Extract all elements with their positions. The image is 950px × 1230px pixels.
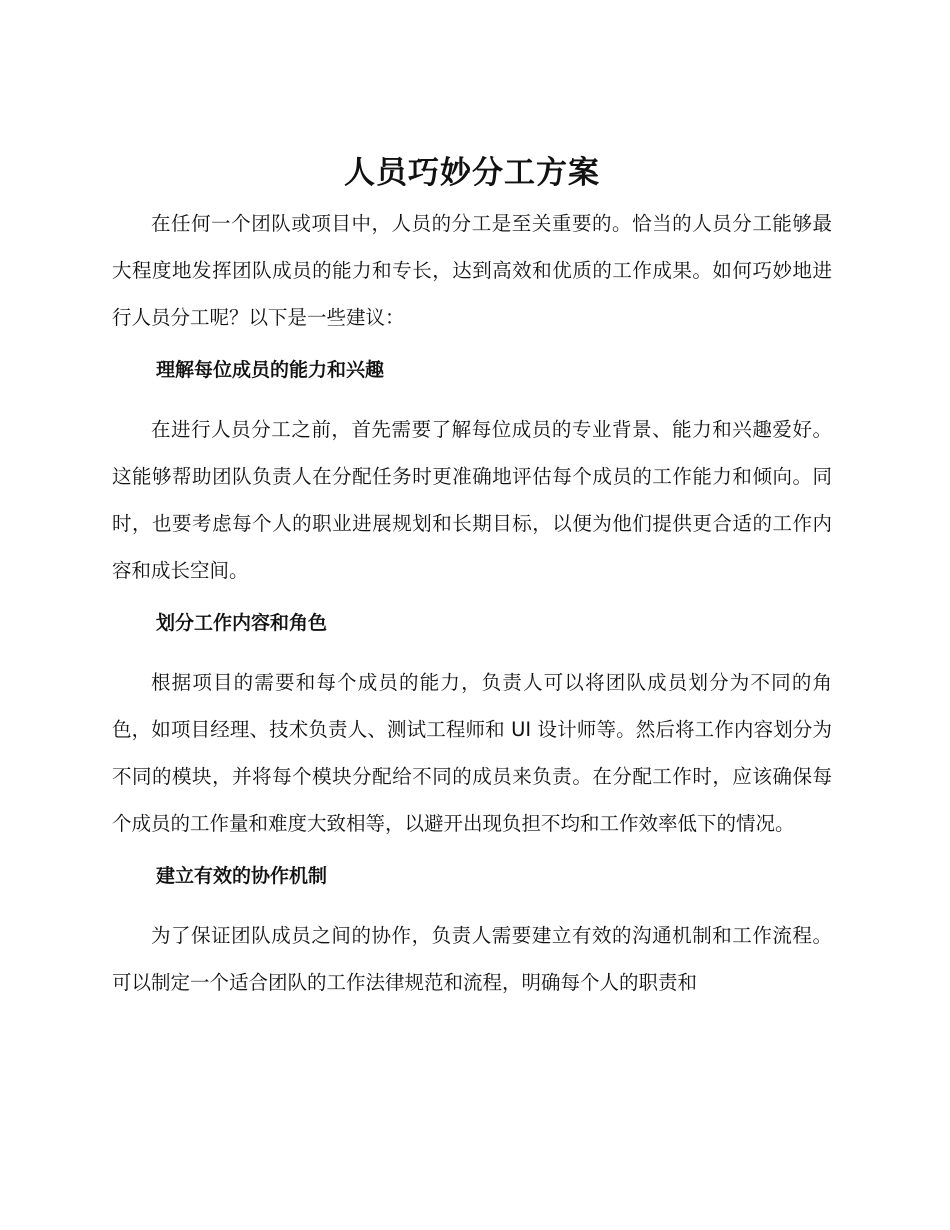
intro-paragraph: 在任何一个团队或项目中，人员的分工是至关重要的。恰当的人员分工能够最大程度地发挥团队成员的能力和专长，达到高效和优质的工作成果。如何巧妙地进行人员分工呢？以下是一些建议：: [112, 212, 832, 329]
section-body-abilities: 在进行人员分工之前，首先需要了解每位成员的专业背景、能力和兴趣爱好。这能够帮助团队负责人在分配任务时更准确地评估每个成员的工作能力和倾向。同时，也要考虑每个人的职业进展规划和长期目标，以便为他们提供更合适的工作内容和成长空间。: [112, 418, 832, 582]
section-body-collaboration: 为了保证团队成员之间的协作，负责人需要建立有效的沟通机制和工作流程。可以制定一个适合团队的工作法律规范和流程，明确每个人的职责和: [112, 924, 832, 994]
section-body-roles: 根据项目的需要和每个成员的能力，负责人可以将团队成员划分为不同的角色，如项目经理、技术负责人、测试工程师和 UI 设计师等。然后将工作内容划分为不同的模块，并将每个模块分配给不同的成员来负责。在分配工作时，应该确保每个成员的工作量和难度大致相等，以避开出现负担不均和工作效率低下的情况。: [112, 671, 832, 835]
section-heading-abilities: 理解每位成员的能力和兴趣: [156, 359, 385, 381]
section-heading-collaboration: 建立有效的协作机制: [156, 865, 328, 887]
document-page: [112, 150, 832, 1006]
section-heading-roles: 划分工作内容和角色: [156, 612, 328, 634]
document-title: 人员巧妙分工方案: [344, 155, 600, 191]
